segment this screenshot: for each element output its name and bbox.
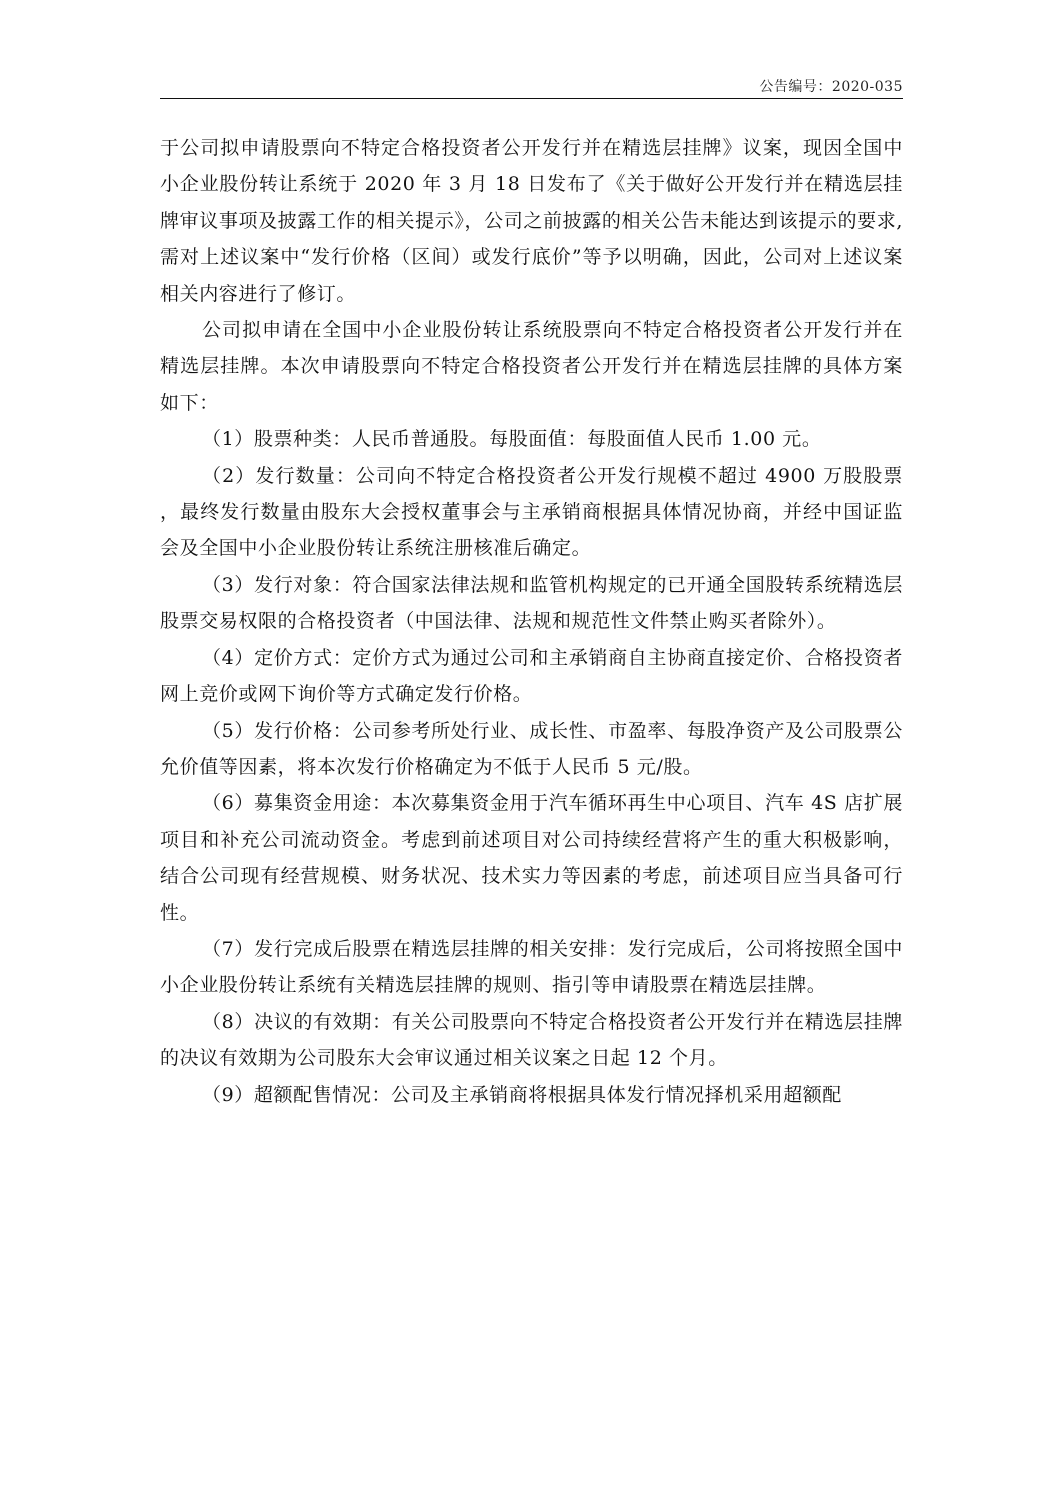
paragraph-validity-period: （8）决议的有效期：有关公司股票向不特定合格投资者公开发行并在精选层挂牌的决议有效期为公司股东大会审议通过相关议案之日起 12 个月。 — [160, 1010, 903, 1070]
paragraph-application-plan: 公司拟申请在全国中小企业股份转让系统股票向不特定合格投资者公开发行并在精选层挂牌。本次申请股票向不特定合格投资者公开发行并在精选层挂牌的具体方案如下： — [160, 319, 903, 414]
header-divider — [160, 98, 903, 99]
announcement-number: 公告编号：2020-035 — [759, 79, 903, 95]
page-header — [160, 76, 903, 98]
paragraph-stock-type: （1）股票种类：人民币普通股。每股面值：每股面值人民币 1.00 元。 — [202, 428, 822, 451]
paragraph-issue-target: （3）发行对象：符合国家法律法规和监管机构规定的已开通全国股转系统精选层股票交易权限的合格投资者（中国法律、法规和规范性文件禁止购买者除外）。 — [160, 573, 903, 633]
paragraph-issue-quantity: （2）发行数量：公司向不特定合格投资者公开发行规模不超过 4900 万股股票 ，最终发行数量由股东大会授权董事会与主承销商根据具体情况协商，并经中国证监会及全国中小企业股份转让系统注册核准后确定。 — [160, 464, 903, 560]
document-body — [160, 130, 903, 1113]
paragraph-over-allotment: （9）超额配售情况：公司及主承销商将根据具体发行情况择机采用超额配 — [202, 1083, 842, 1106]
paragraph-fund-use: （6）募集资金用途：本次募集资金用于汽车循环再生中心项目、汽车 4S 店扩展项目和补充公司流动资金。考虑到前述项目对公司持续经营将产生的重大积极影响，结合公司现有经营规模、财务状况、技术实力等因素的考虑，前述项目应当具备可行性。 — [160, 792, 903, 924]
paragraph-pricing-method: （4）定价方式：定价方式为通过公司和主承销商自主协商直接定价、合格投资者网上竞价或网下询价等方式确定发行价格。 — [160, 646, 903, 706]
paragraph-continuation: 于公司拟申请股票向不特定合格投资者公开发行并在精选层挂牌》议案，现因全国中小企业股份转让系统于 2020 年 3 月 18 日发布了《关于做好公开发行并在精选层挂牌审议事项及披露工作的相关提示》，公司之前披露的相关公告未能达到该提示的要求,需对上述议案中“发行价格（区间）或发行底价”等予以明确，因此，公司对上述议案相关内容进行了修订。 — [160, 137, 903, 305]
paragraph-issue-price: （5）发行价格：公司参考所处行业、成长性、市盈率、每股净资产及公司股票公允价值等因素，将本次发行价格确定为不低于人民币 5 元/股。 — [160, 719, 903, 778]
paragraph-listing-arrangement: （7）发行完成后股票在精选层挂牌的相关安排：发行完成后，公司将按照全国中小企业股份转让系统有关精选层挂牌的规则、指引等申请股票在精选层挂牌。 — [160, 937, 903, 997]
